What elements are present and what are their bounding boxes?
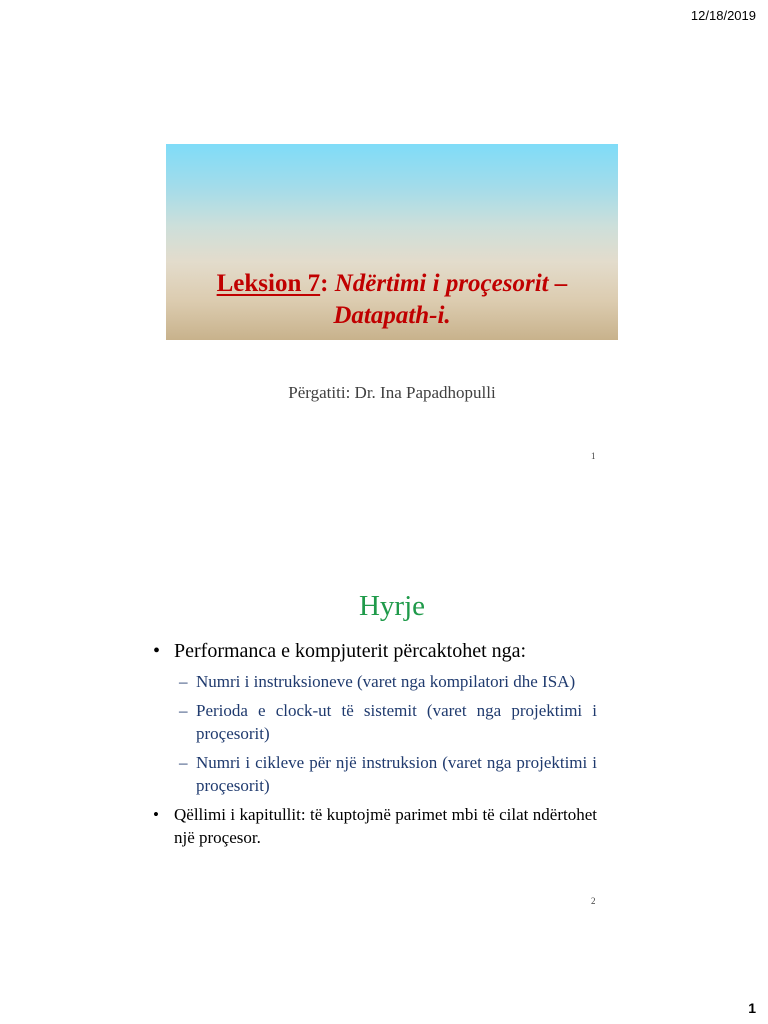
sub-list [179,670,597,797]
sub-item: – Numri i instruksioneve (varet nga kompilatori dhe ISA) [179,670,597,693]
sub-item: – Perioda e clock-ut të sistemit (varet nga projektimi i proçesorit) [179,699,597,745]
header-date: 12/18/2019 [690,8,756,23]
slide-title: Hyrje [358,590,426,622]
title-line1: Ndërtimi i proçesorit – [328,270,568,297]
sub-item: – Numri i cikleve për një instruksion (varet nga projektimi i proçesorit) [179,751,597,797]
slide-number-2: 2 [591,896,596,906]
title-banner [166,144,618,340]
title-line2: Datapath-i. [333,302,451,329]
author-line: Përgatiti: Dr. Ina Papadhopulli [288,383,496,402]
title-colon: : [320,270,329,297]
bullet-item: • Performanca e kompjuterit përcaktohet nga: [153,638,597,664]
bullet-list [153,638,597,849]
bullet-item: • Qëllimi i kapitullit: të kuptojmë parimet mbi të cilat ndërtohet një proçesor. [153,803,597,849]
lecture-title [166,268,618,332]
lecture-number: Leksion 7 [216,270,321,297]
slide-number-1: 1 [591,451,596,461]
page-number: 1 [748,1000,756,1016]
